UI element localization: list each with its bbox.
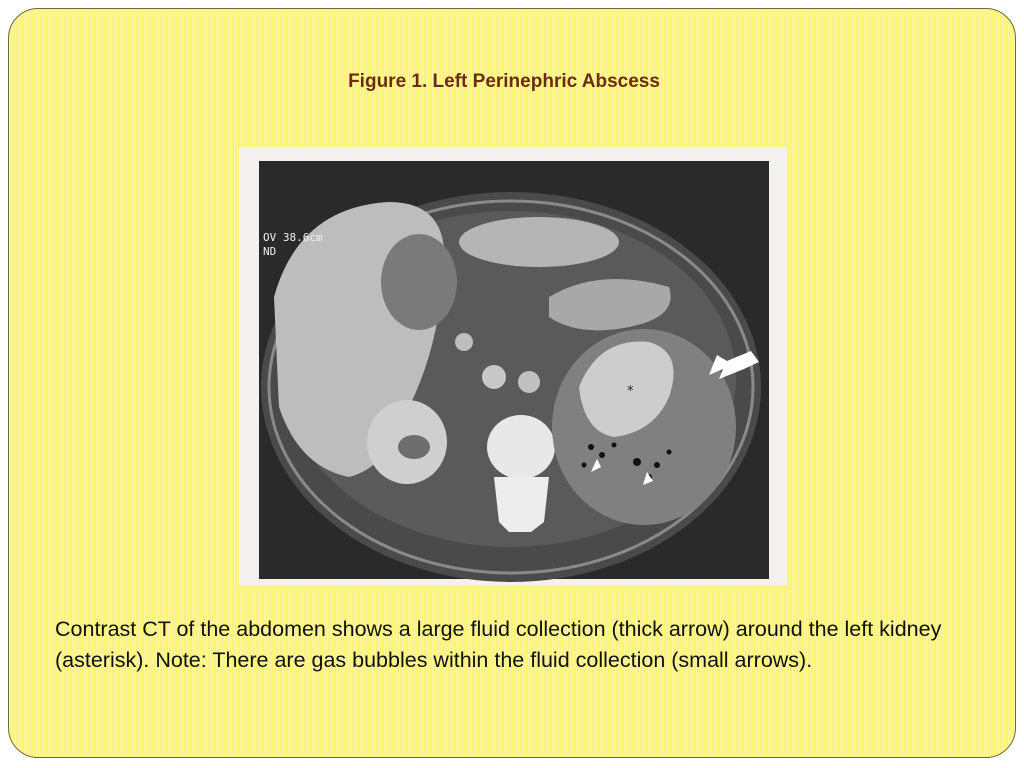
slide-title: Figure 1. Left Perinephric Abscess <box>348 71 660 92</box>
vertebral-arch <box>494 477 549 532</box>
gallbladder <box>381 234 457 330</box>
scan-nd-label: ND <box>263 245 277 258</box>
ct-scan-image <box>239 147 787 585</box>
asterisk-label: * <box>627 384 634 399</box>
stomach <box>459 217 619 267</box>
vertebral-body <box>487 415 555 479</box>
right-renal-pelvis <box>398 435 430 459</box>
aorta <box>482 365 506 389</box>
ct-scan-drawing <box>239 147 787 585</box>
slide <box>8 8 1016 758</box>
figure-caption: Contrast CT of the abdomen shows a large fluid collection (thick arrow) around the left kidney (asterisk). Note: There are gas bubbles within the fluid collection (small arrows). <box>55 617 942 672</box>
vessel <box>455 333 473 351</box>
ivc <box>518 371 540 393</box>
scan-fov-label: OV 38.6cm <box>263 231 323 244</box>
